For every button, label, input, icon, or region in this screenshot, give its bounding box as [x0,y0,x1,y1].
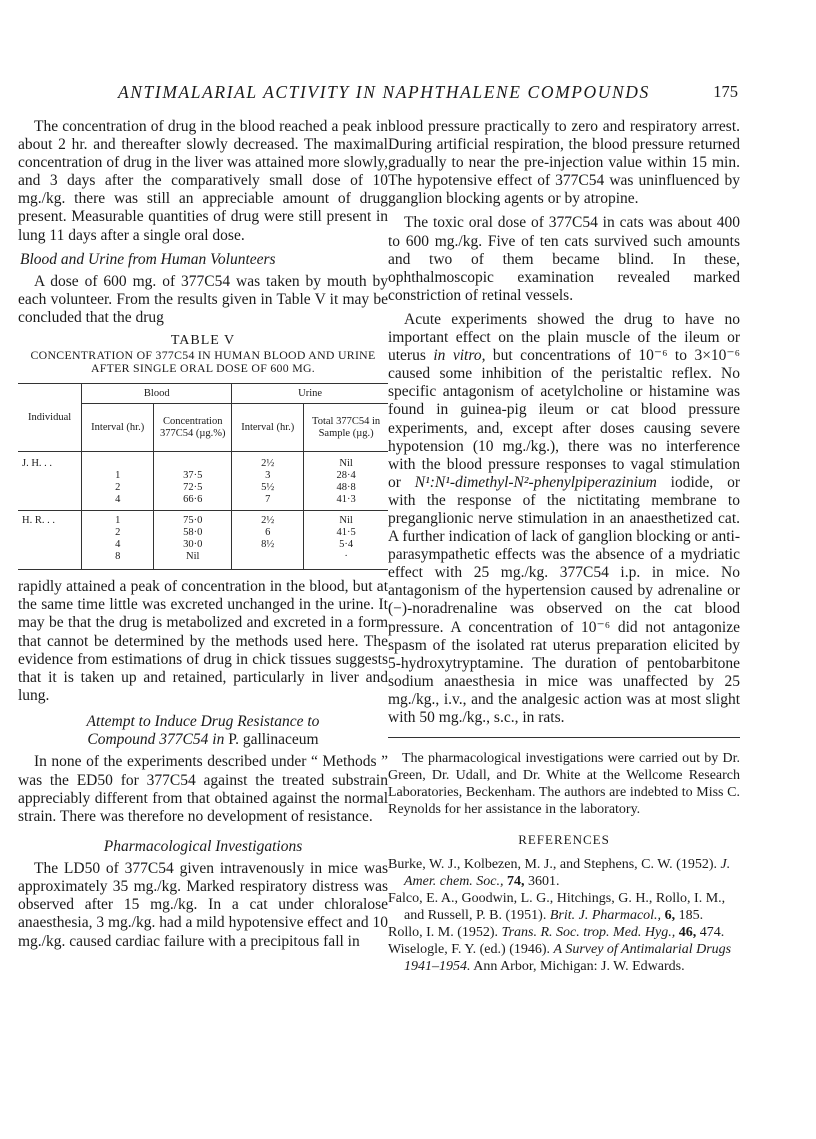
references-list [388,856,740,975]
paragraph-resistance: In none of the experiments described under “ Methods ” was the ED50 for 377C54 against the treated substrain appreciably different from that obtained against the normal strain. There was therefore no development of resistance. [18,753,388,825]
cell: Nil [304,511,388,528]
cell: 41·5 [304,527,388,539]
cell: · [304,551,388,570]
reference-item: Wiselogle, F. Y. (ed.) (1946). A Survey of Antimalarial Drugs 1941–1954. Ann Arbor, Michigan: J. W. Edwards. [388,942,732,975]
cell: 2½ [232,452,304,471]
section-heading-drug-resistance: Attempt to Induce Drug Resistance to Compound 377C54 in P. gallinaceum [86,712,320,749]
cell: 3 [232,470,304,482]
acknowledgements: The pharmacological investigations were carried out by Dr. Green, Dr. Udall, and Dr. White at the Wellcome Research Laboratories, Beckenham. The authors are indebted to Miss C. Reynolds for her assistance in the laboratory. [388,751,740,818]
table-title: TABLE V [170,333,236,349]
page-number: 175 [713,82,738,101]
header-blood-concentration: Concentration 377C54 (µg.%) [154,404,232,452]
cell: 75·0 [154,511,232,528]
cell: 2 [82,482,154,494]
cell: Nil [154,551,232,570]
right-column [388,118,740,975]
table-v [18,333,388,570]
cell: 48·8 [304,482,388,494]
table-row [18,494,388,511]
paragraph-acute-experiments: Acute experiments showed the drug to have no important effect on the plain muscle of the ileum or uterus in vitro, but concentrations of 10⁻⁶ to 3×10⁻⁶ caused some inhibition of the peristaltic reflex. No specific antagonism of acetylcholine or histamine was found in guinea-pig ileum or cat blood pressure experiments, and, except after doses causing severe hypotension (10 mg./kg.), there was no interference with the blood pressure responses to vagal stimulation or N¹:N¹-dimethyl-N²-phenylpiperazinium iodide, or with the response of the nictitating membrane to preganglionic nerve stimulation in an anaesthetized cat. A further indication of lack of ganglion blocking or anti-parasympathetic effects was the absence of a mydriatic effect with 25 mg./kg. 377C54 i.p. in mice. No antagonism of the hypertension caused by adrenaline or (−)-noradrenaline was observed on the cat blood pressure. A concentration of 10⁻⁶ did not antagonize spasm of the isolated rat uterus preparation elicited by 5-hydroxytryptamine. The duration of pentobarbitone sodium anaesthesia in mice was unaffected by 25 mg./kg., i.v., and the analgesic action was at most slight with 50 mg./kg., s.c., in rats. [388,310,741,726]
cell: 58·0 [154,527,232,539]
table-v-grid [18,383,388,570]
table-row [18,539,388,551]
table-row [18,511,388,528]
table-row [18,470,388,482]
cell: 6 [232,527,304,539]
header-urine-interval: Interval (hr.) [232,404,304,452]
cell: 1 [82,511,154,528]
section-heading-pharmacological: Pharmacological Investigations [103,837,303,855]
cell: 30·0 [154,539,232,551]
cell: 4 [82,539,154,551]
cell: 5½ [232,482,304,494]
paragraph-blood-pressure: blood pressure practically to zero and respiratory arrest. During artificial respiration, the blood pressure returned gradually to near the pre-injection value within 15 min. The hypotensive effect of 377C54 was uninfluenced by ganglion blocking agents or by atropine. [388,118,740,208]
header-urine: Urine [232,384,388,404]
cell: 2½ [232,511,304,528]
cell: 37·5 [154,470,232,482]
cell: 8 [82,551,154,570]
cell: 72·5 [154,482,232,494]
cell: 5·4 [304,539,388,551]
paragraph-ld50: The LD50 of 377C54 given intravenously in mice was approximately 35 mg./kg. Marked respiratory distress was observed after 15 mg./kg. In a cat under chloralose anaesthesia, 3 mg./kg. had a mild hypotensive effect and 10 mg./kg. caused cardiac failure with a precipitous fall in [18,860,388,950]
running-title: ANTIMALARIAL ACTIVITY IN NAPHTHALENE COMPOUNDS [118,82,650,102]
table-row [18,482,388,494]
reference-item: Rollo, I. M. (1952). Trans. R. Soc. trop. Med. Hyg., 46, 474. [388,925,725,941]
header-urine-total: Total 377C54 in Sample (µg.) [304,404,388,452]
table-row [18,452,388,471]
paragraph-blood-concentration: The concentration of drug in the blood reached a peak in about 2 hr. and thereafter slowly decreased. The maximal concentration of drug in the liver was attained more slowly, and 3 days after the comparatively small dose of 10 mg./kg. there was still an appreciable amount of drug present. Measurable quantities of drug were still present in lung 11 days after a single oral dose. [18,118,388,244]
paragraph-dose: A dose of 600 mg. of 377C54 was taken by mouth by each volunteer. From the results given in Table V it may be concluded that the drug [18,272,388,327]
cell: 41·3 [304,494,388,511]
cell: 66·6 [154,494,232,511]
page-header [118,82,738,104]
cell: 28·4 [304,470,388,482]
individual-jh: J. H. . . [22,458,53,470]
reference-item: Burke, W. J., Kolbezen, M. J., and Stephens, C. W. (1952). J. Amer. chem. Soc., 74, 3601. [388,857,731,890]
left-column [18,118,388,957]
table-caption: CONCENTRATION OF 377C54 IN HUMAN BLOOD AND URINE AFTER SINGLE ORAL DOSE OF 600 MG. [30,348,376,376]
individual-hr: H. R. . . [22,515,55,527]
header-blood: Blood [82,384,232,404]
table-row [18,551,388,570]
cell: 1 [82,470,154,482]
divider [388,737,740,738]
section-heading-human-volunteers: Blood and Urine from Human Volunteers [20,250,276,268]
cell: 8½ [232,539,304,551]
header-blood-interval: Interval (hr.) [82,404,154,452]
cell: Nil [304,452,388,471]
cell [232,551,304,570]
cell: 4 [82,494,154,511]
cell: 2 [82,527,154,539]
references-heading: REFERENCES [518,832,610,848]
header-individual: Individual [18,384,82,452]
reference-item: Falco, E. A., Goodwin, L. G., Hitchings, G. H., Rollo, I. M., and Russell, P. B. (1951). Brit. J. Pharmacol., 6, 185. [388,891,726,924]
paragraph-peak-concentration: rapidly attained a peak of concentration in the blood, but at the same time little was excreted unchanged in the urine. It may be that the drug is metabolized and excreted in a form that cannot be determined by the methods used here. The evidence from estimations of drug in chick tissues suggests that it is taken up and retained, particularly in liver and lung. [18,578,388,704]
cell: 7 [232,494,304,511]
table-row [18,527,388,539]
paragraph-toxic-dose: The toxic oral dose of 377C54 in cats was about 400 to 600 mg./kg. Five of ten cats survived such amounts and two of them became blind. In these, ophthalmoscopic examination revealed marked constriction of retinal vessels. [388,214,740,304]
